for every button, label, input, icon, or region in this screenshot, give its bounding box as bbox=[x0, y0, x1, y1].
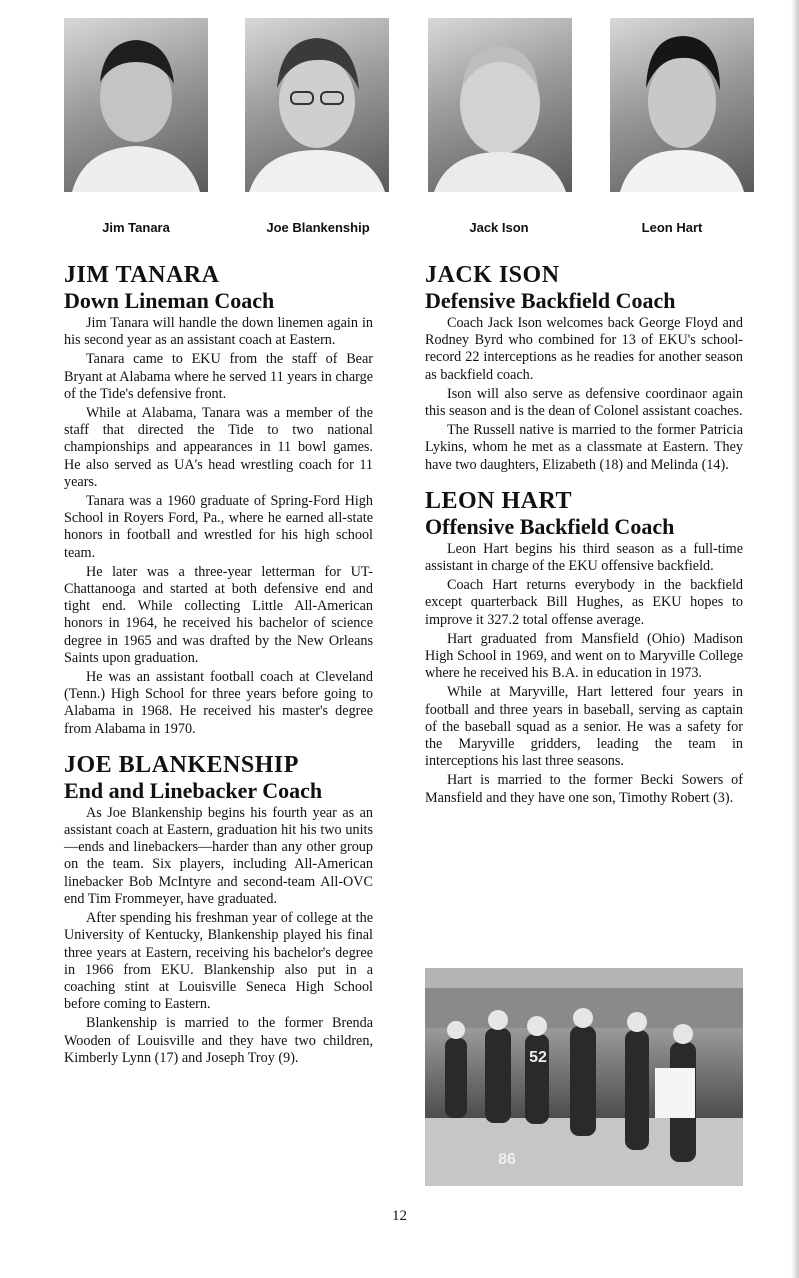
paragraph: He was an assistant football coach at Cleveland (Tenn.) High School for three years before going to Alabama in 1968. He received his master's degree from Alabama in 1970. bbox=[64, 669, 373, 737]
portrait-photo-icon bbox=[428, 18, 572, 192]
paragraph: Jim Tanara will handle the down linemen again in his second year as an assistant coach at Eastern. bbox=[64, 315, 373, 349]
portrait-photo-icon bbox=[64, 18, 208, 192]
paragraph: As Joe Blankenship begins his fourth year as an assistant coach at Eastern, graduation hit his two units—ends and linebackers—harder than any other group on the team. Six players, including All-American linebacker Bob McIntyre and second-team All-OVC end Tim Frommeyer, have graduated. bbox=[64, 804, 373, 907]
caption-joe-blankenship: Joe Blankenship bbox=[266, 220, 370, 235]
section-joe-blankenship bbox=[64, 752, 373, 1067]
paragraph: After spending his freshman year of college at the University of Kentucky, Blankenship played his final three years at Eastern, receiving his bachelor's degree in 1966 from EKU. Blankenship also put in a coaching stint at Louisville Seneca High School before coming to Eastern. bbox=[64, 910, 373, 1013]
paragraph: He later was a three-year letterman for UT-Chattanooga and started at both defensive end and tight end. While collecting Little All-American honors in 1964, he received his bachelor of science degree in 1965 and was drafted by the New Orleans Saints upon graduation. bbox=[64, 563, 373, 666]
coach-name-heading: JACK ISON bbox=[425, 262, 560, 288]
section-jim-tanara bbox=[64, 262, 373, 738]
coach-title-heading: Defensive Backfield Coach bbox=[425, 288, 676, 313]
paragraph: The Russell native is married to the former Patricia Lykins, whom he met as a classmate at Eastern. They have two daughters, Elizabeth (18) and Melinda (14). bbox=[425, 422, 743, 473]
caption-jack-ison: Jack Ison bbox=[469, 220, 529, 235]
jersey-number: 86 bbox=[498, 1151, 516, 1168]
paragraph: Leon Hart begins his third season as a full-time assistant in charge of the EKU offensive backfield. bbox=[425, 540, 743, 575]
section-leon-hart bbox=[425, 488, 743, 807]
coach-title-heading: Offensive Backfield Coach bbox=[425, 513, 675, 539]
coach-title-heading: Down Lineman Coach bbox=[64, 288, 275, 313]
portrait-photo-icon bbox=[245, 18, 389, 192]
photo-joe-blankenship bbox=[245, 18, 389, 192]
coach-name-heading: LEON HART bbox=[425, 487, 573, 514]
photo-jack-ison bbox=[428, 18, 572, 192]
paragraph: While at Maryville, Hart lettered four years in football and three years in baseball, serving as captain of the baseball squad as a senior. He was a safety for the Maryville gridders, leading the team in interceptions his last three seasons. bbox=[425, 684, 743, 770]
page-number: 12 bbox=[392, 1208, 407, 1224]
photo-jim-tanara bbox=[64, 18, 208, 192]
left-column bbox=[64, 262, 373, 1081]
caption-leon-hart: Leon Hart bbox=[641, 220, 703, 235]
paragraph: While at Alabama, Tanara was a member of the staff that directed the Tide to two national championships and appearances in 11 bowl games. He also served as UA's head wrestling coach for 11 years. bbox=[64, 405, 373, 490]
paragraph: Coach Jack Ison welcomes back George Floyd and Rodney Byrd who combined for 13 of EKU's school-record 22 interceptions as he readies for another season as backfield coach. bbox=[425, 315, 743, 383]
photo-leon-hart bbox=[610, 18, 754, 192]
paragraph: Tanara was a 1960 graduate of Spring-Ford High School in Royers Ford, Pa., where he earned all-state honors in football and wrestled for his high school team. bbox=[64, 493, 373, 561]
paragraph: Hart is married to the former Becki Sowers of Mansfield and they have one son, Timothy Robert (3). bbox=[425, 772, 743, 806]
right-column bbox=[425, 262, 743, 821]
page-edge-shadow bbox=[791, 0, 799, 1278]
paragraph: Ison will also serve as defensive coordinaor again this season and is the dean of Colonel assistant coaches. bbox=[425, 385, 743, 420]
section-jack-ison bbox=[425, 262, 743, 474]
sideline-team-photo-icon bbox=[425, 968, 743, 1186]
caption-jim-tanara: Jim Tanara bbox=[102, 220, 170, 235]
coach-title-heading: End and Linebacker Coach bbox=[64, 777, 323, 803]
sideline-team-photo bbox=[425, 968, 743, 1186]
paragraph: Coach Hart returns everybody in the backfield except quarterback Bill Hughes, as EKU hopes to improve it 327.2 total offense average. bbox=[425, 577, 743, 628]
portrait-photo-icon bbox=[610, 18, 754, 192]
jersey-number: 52 bbox=[529, 1049, 547, 1066]
coach-name-heading: JIM TANARA bbox=[64, 262, 220, 288]
paragraph: Blankenship is married to the former Brenda Wooden of Louisville and they have two children, Kimberly Lynn (17) and Joseph Troy (9). bbox=[64, 1015, 373, 1066]
paragraph: Hart graduated from Mansfield (Ohio) Madison High School in 1969, and went on to Maryville College where he received his B.A. in education in 1973. bbox=[425, 630, 743, 682]
coach-name-heading: JOE BLANKENSHIP bbox=[64, 751, 299, 778]
paragraph: Tanara came to EKU from the staff of Bear Bryant at Alabama where he served 11 years in charge of the Tide's defensive front. bbox=[64, 351, 373, 402]
